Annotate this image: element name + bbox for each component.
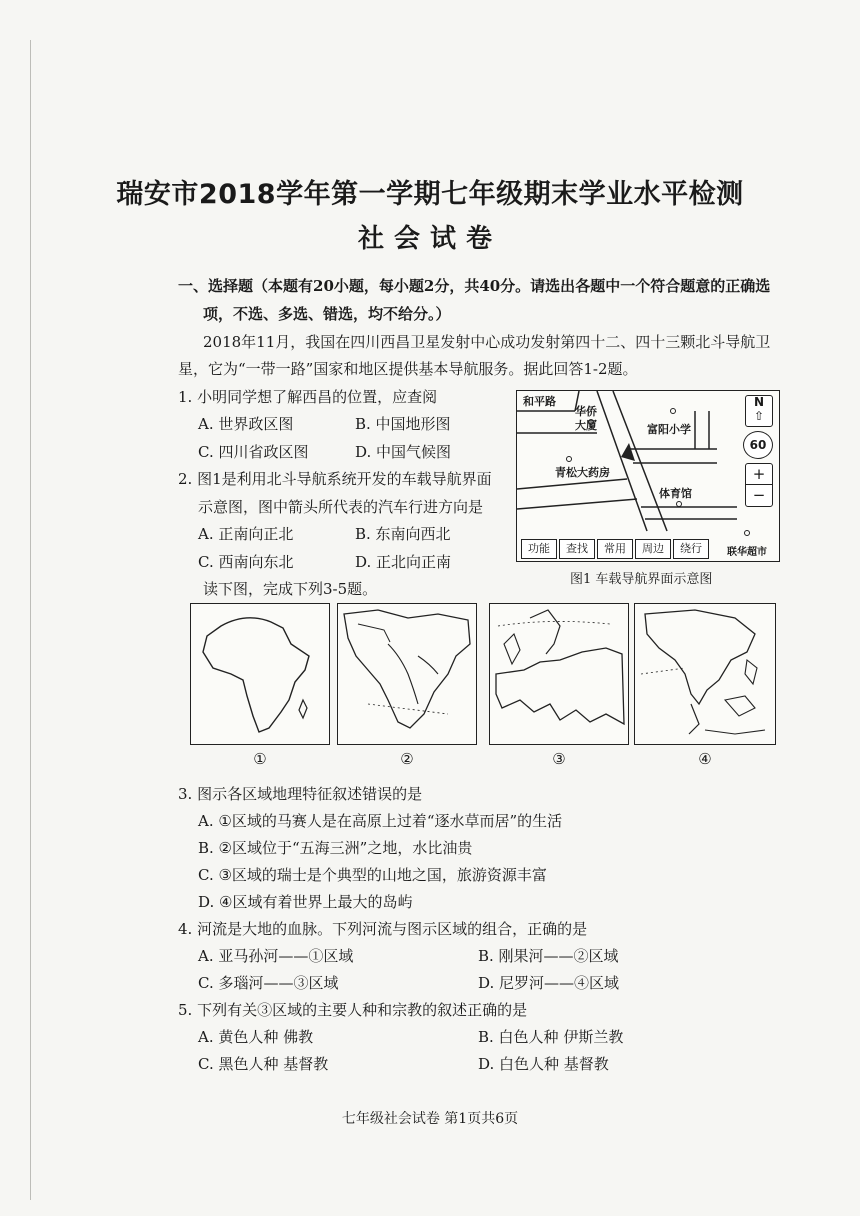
- zoom-out-button[interactable]: −: [752, 486, 766, 504]
- nav-label-school: 富阳小学: [647, 423, 691, 436]
- nav-button-common[interactable]: 常用: [597, 539, 633, 559]
- nav-screen-figure: [516, 390, 780, 562]
- africa-outline-icon: [191, 604, 329, 744]
- q2-option-c: C. 西南向东北: [198, 553, 294, 571]
- nav-button-nearby[interactable]: 周边: [635, 539, 671, 559]
- middle-east-outline-icon: [338, 604, 476, 744]
- nav-label-market: 联华超市: [727, 547, 767, 558]
- q1-option-c: C. 四川省政区图: [198, 443, 309, 461]
- north-arrow-icon: ⇧: [753, 409, 765, 423]
- zoom-control: [745, 463, 773, 507]
- q4-stem: 4. 河流是大地的血脉。下列河流与图示区域的组合，正确的是: [178, 920, 588, 938]
- nav-label-gym: 体育馆: [659, 487, 692, 500]
- region-map-4-southeast-asia: [634, 603, 776, 745]
- nav-button-search[interactable]: 查找: [559, 539, 595, 559]
- page-footer: 七年级社会试卷 第1页共6页: [341, 1111, 519, 1127]
- region-map-4-label: ④: [698, 750, 712, 768]
- q3-option-d: D. ④区域有着世界上最大的岛屿: [198, 893, 413, 911]
- nav-button-function[interactable]: 功能: [521, 539, 557, 559]
- q4-option-b: B. 刚果河——②区域: [478, 947, 619, 965]
- q1-option-b: B. 中国地形图: [355, 415, 451, 433]
- page-subtitle: 社会试卷: [357, 224, 502, 254]
- q1-option-d: D. 中国气候图: [355, 443, 452, 461]
- speed-limit-badge: 60: [743, 431, 773, 459]
- q4-option-c: C. 多瑙河——③区域: [198, 974, 339, 992]
- region-map-3-europe: [489, 603, 629, 745]
- nav-label-hotel-1: 华侨: [575, 405, 597, 418]
- q3-stem: 3. 图示各区域地理特征叙述错误的是: [178, 785, 423, 803]
- read-map-instruction: 读下图，完成下列3-5题。: [203, 580, 378, 598]
- intro-line2: 星，它为“一带一路”国家和地区提供基本导航服务。据此回答1-2题。: [178, 360, 638, 378]
- section-heading-line1: 一、选择题（本题有20小题，每小题2分，共40分。请选出各题中一个符合题意的正确选: [178, 277, 771, 295]
- q1-stem: 1. 小明同学想了解西昌的位置，应查阅: [178, 388, 438, 406]
- north-label: N: [753, 395, 765, 409]
- region-map-3-label: ③: [552, 750, 566, 768]
- q2-option-d: D. 正北向正南: [355, 553, 452, 571]
- section-heading-line2: 项，不选、多选、错选，均不给分。）: [203, 305, 451, 323]
- europe-outline-icon: [490, 604, 628, 744]
- north-indicator[interactable]: [745, 395, 773, 427]
- q5-option-b: B. 白色人种 伊斯兰教: [478, 1028, 624, 1046]
- region-map-1-africa: [190, 603, 330, 745]
- nav-label-road: 和平路: [523, 395, 556, 408]
- q2-option-b: B. 东南向西北: [355, 525, 451, 543]
- q5-option-d: D. 白色人种 基督教: [478, 1055, 609, 1073]
- scan-edge: [30, 40, 31, 1200]
- figure1-caption: 图1 车载导航界面示意图: [570, 572, 713, 587]
- q2-option-a: A. 正南向正北: [198, 525, 294, 543]
- q3-option-c: C. ③区域的瑞士是个典型的山地之国，旅游资源丰富: [198, 866, 547, 884]
- nav-label-hotel-2: 大厦: [575, 419, 597, 432]
- q3-option-a: A. ①区域的马赛人是在高原上过着“逐水草而居”的生活: [198, 812, 563, 830]
- q5-option-c: C. 黑色人种 基督教: [198, 1055, 329, 1073]
- intro-line1: 2018年11月，我国在四川西昌卫星发射中心成功发射第四十二、四十三颗北斗导航卫: [203, 333, 771, 351]
- q5-option-a: A. 黄色人种 佛教: [198, 1028, 314, 1046]
- page-title: 瑞安市2018学年第一学期七年级期末学业水平检测: [116, 179, 744, 210]
- q2-stem-line1: 2. 图1是利用北斗导航系统开发的车载导航界面: [178, 470, 492, 488]
- q4-option-d: D. 尼罗河——④区域: [478, 974, 620, 992]
- southeast-asia-outline-icon: [635, 604, 775, 744]
- region-map-2-middle-east: [337, 603, 477, 745]
- q2-stem-line2: 示意图，图中箭头所代表的汽车行进方向是: [198, 498, 484, 516]
- nav-label-pharmacy: 青松大药房: [555, 466, 610, 479]
- q3-option-b: B. ②区域位于“五海三洲”之地，水比油贵: [198, 839, 473, 857]
- zoom-in-button[interactable]: +: [746, 464, 772, 485]
- q5-stem: 5. 下列有关③区域的主要人种和宗教的叙述正确的是: [178, 1001, 528, 1019]
- q1-option-a: A. 世界政区图: [198, 415, 294, 433]
- nav-button-detour[interactable]: 绕行: [673, 539, 709, 559]
- q4-option-a: A. 亚马孙河——①区域: [198, 947, 354, 965]
- region-map-2-label: ②: [400, 750, 414, 768]
- region-map-1-label: ①: [253, 750, 267, 768]
- car-arrow-icon: [621, 443, 635, 461]
